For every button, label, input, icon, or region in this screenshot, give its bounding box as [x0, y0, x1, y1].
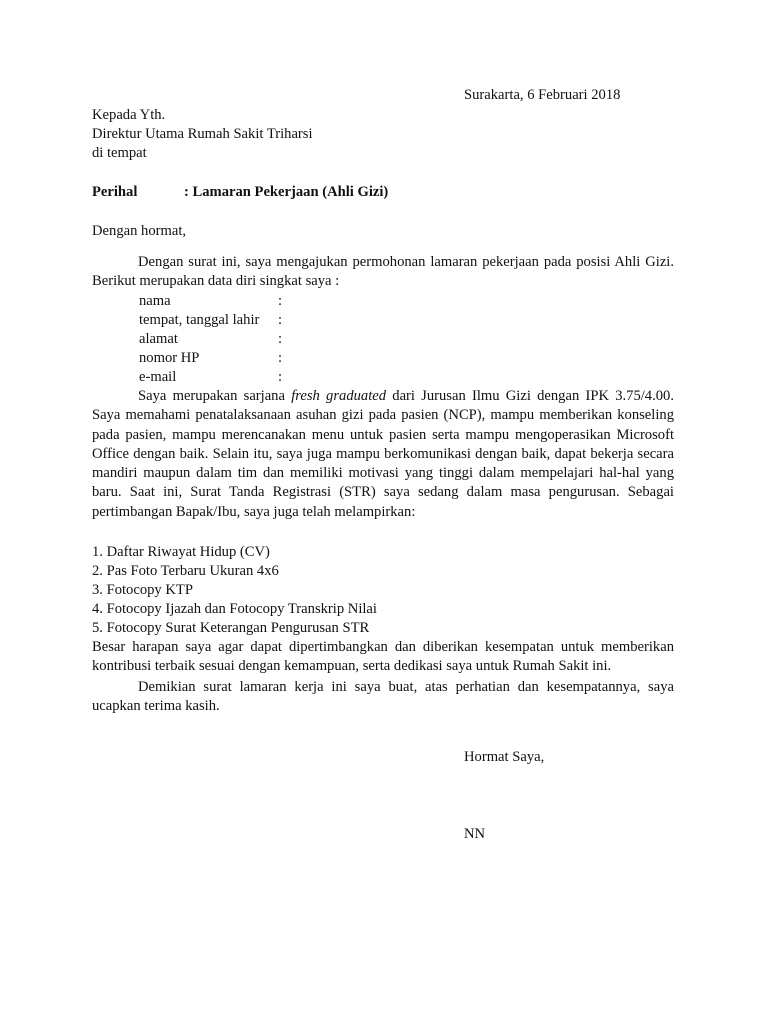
place-date: Surakarta, 6 Februari 2018	[464, 87, 621, 103]
attachment-item: 4. Fotocopy Ijazah dan Fotocopy Transkrip Nilai	[92, 601, 377, 617]
body-paragraph	[92, 387, 674, 522]
field-row-ttl	[139, 311, 282, 330]
body-text-start: Saya merupakan sarjana	[138, 388, 292, 404]
attachment-item: 5. Fotocopy Surat Keterangan Pengurusan STR	[92, 620, 370, 636]
attachment-item: 1. Daftar Riwayat Hidup (CV)	[92, 544, 270, 560]
field-row-nama	[139, 292, 282, 311]
field-label: e-mail	[139, 369, 177, 385]
hope-paragraph	[92, 638, 674, 677]
intro-paragraph	[92, 253, 674, 292]
field-colon: :	[278, 369, 283, 385]
recipient-line-3: di tempat	[92, 145, 147, 161]
signer-name: NN	[464, 826, 486, 842]
subject-line	[92, 183, 388, 202]
attachment-item: 3. Fotocopy KTP	[92, 582, 193, 598]
field-colon: :	[278, 331, 283, 347]
field-label: nama	[139, 293, 171, 309]
body-text-italic: fresh graduated	[291, 388, 387, 404]
closing-text: Demikian surat lamaran kerja ini saya buat, atas perhatian dan kesempatannya, saya ucapkan terima kasih.	[92, 679, 674, 715]
body-text	[92, 387, 674, 522]
recipient-line-2: Direktur Utama Rumah Sakit Triharsi	[92, 126, 313, 142]
field-row-hp	[139, 349, 282, 368]
field-colon: :	[278, 312, 283, 328]
attachment-item: 2. Pas Foto Terbaru Ukuran 4x6	[92, 563, 279, 579]
recipient-line-1: Kepada Yth.	[92, 107, 166, 123]
field-colon: :	[278, 293, 283, 309]
intro-text: Dengan surat ini, saya mengajukan permohonan lamaran pekerjaan pada posisi Ahli Gizi. Berikut merupakan data diri singkat saya :	[92, 254, 674, 290]
closing-paragraph	[92, 678, 674, 717]
hope-text: Besar harapan saya agar dapat dipertimbangkan dan diberikan kesempatan untuk memberikan kontribusi terbaik sesuai dengan kemampuan, serta dedikasi saya untuk Rumah Sakit ini.	[92, 639, 674, 675]
signoff: Hormat Saya,	[464, 749, 545, 765]
field-row-email	[139, 368, 282, 387]
subject-value: : Lamaran Pekerjaan (Ahli Gizi)	[184, 184, 389, 200]
field-label: nomor HP	[139, 350, 200, 366]
subject-label: Perihal	[92, 184, 138, 200]
field-label: alamat	[139, 331, 178, 347]
field-row-alamat	[139, 330, 282, 349]
greeting: Dengan hormat,	[92, 223, 187, 239]
body-text-rest: dari Jurusan Ilmu Gizi dengan IPK 3.75/4.00. Saya memahami penatalaksanaan asuhan gizi pada pasien (NCP), mampu memberikan konseling pada pasien, mampu merencanakan menu untuk pasien serta mampu mengoperasikan Microsoft Office dengan baik. Selain itu, saya juga mampu berkomunikasi dengan baik, dapat bekerja secara mandiri maupun dalam tim dan memiliki motivasi yang tinggi dalam mempelajari hal-hal yang baru. Saat ini, Surat Tanda Registrasi (STR) saya sedang dalam masa pengurusan. Sebagai pertimbangan Bapak/Ibu, saya juga telah melampirkan:	[92, 388, 674, 520]
field-label: tempat, tanggal lahir	[139, 312, 260, 328]
field-colon: :	[278, 350, 283, 366]
